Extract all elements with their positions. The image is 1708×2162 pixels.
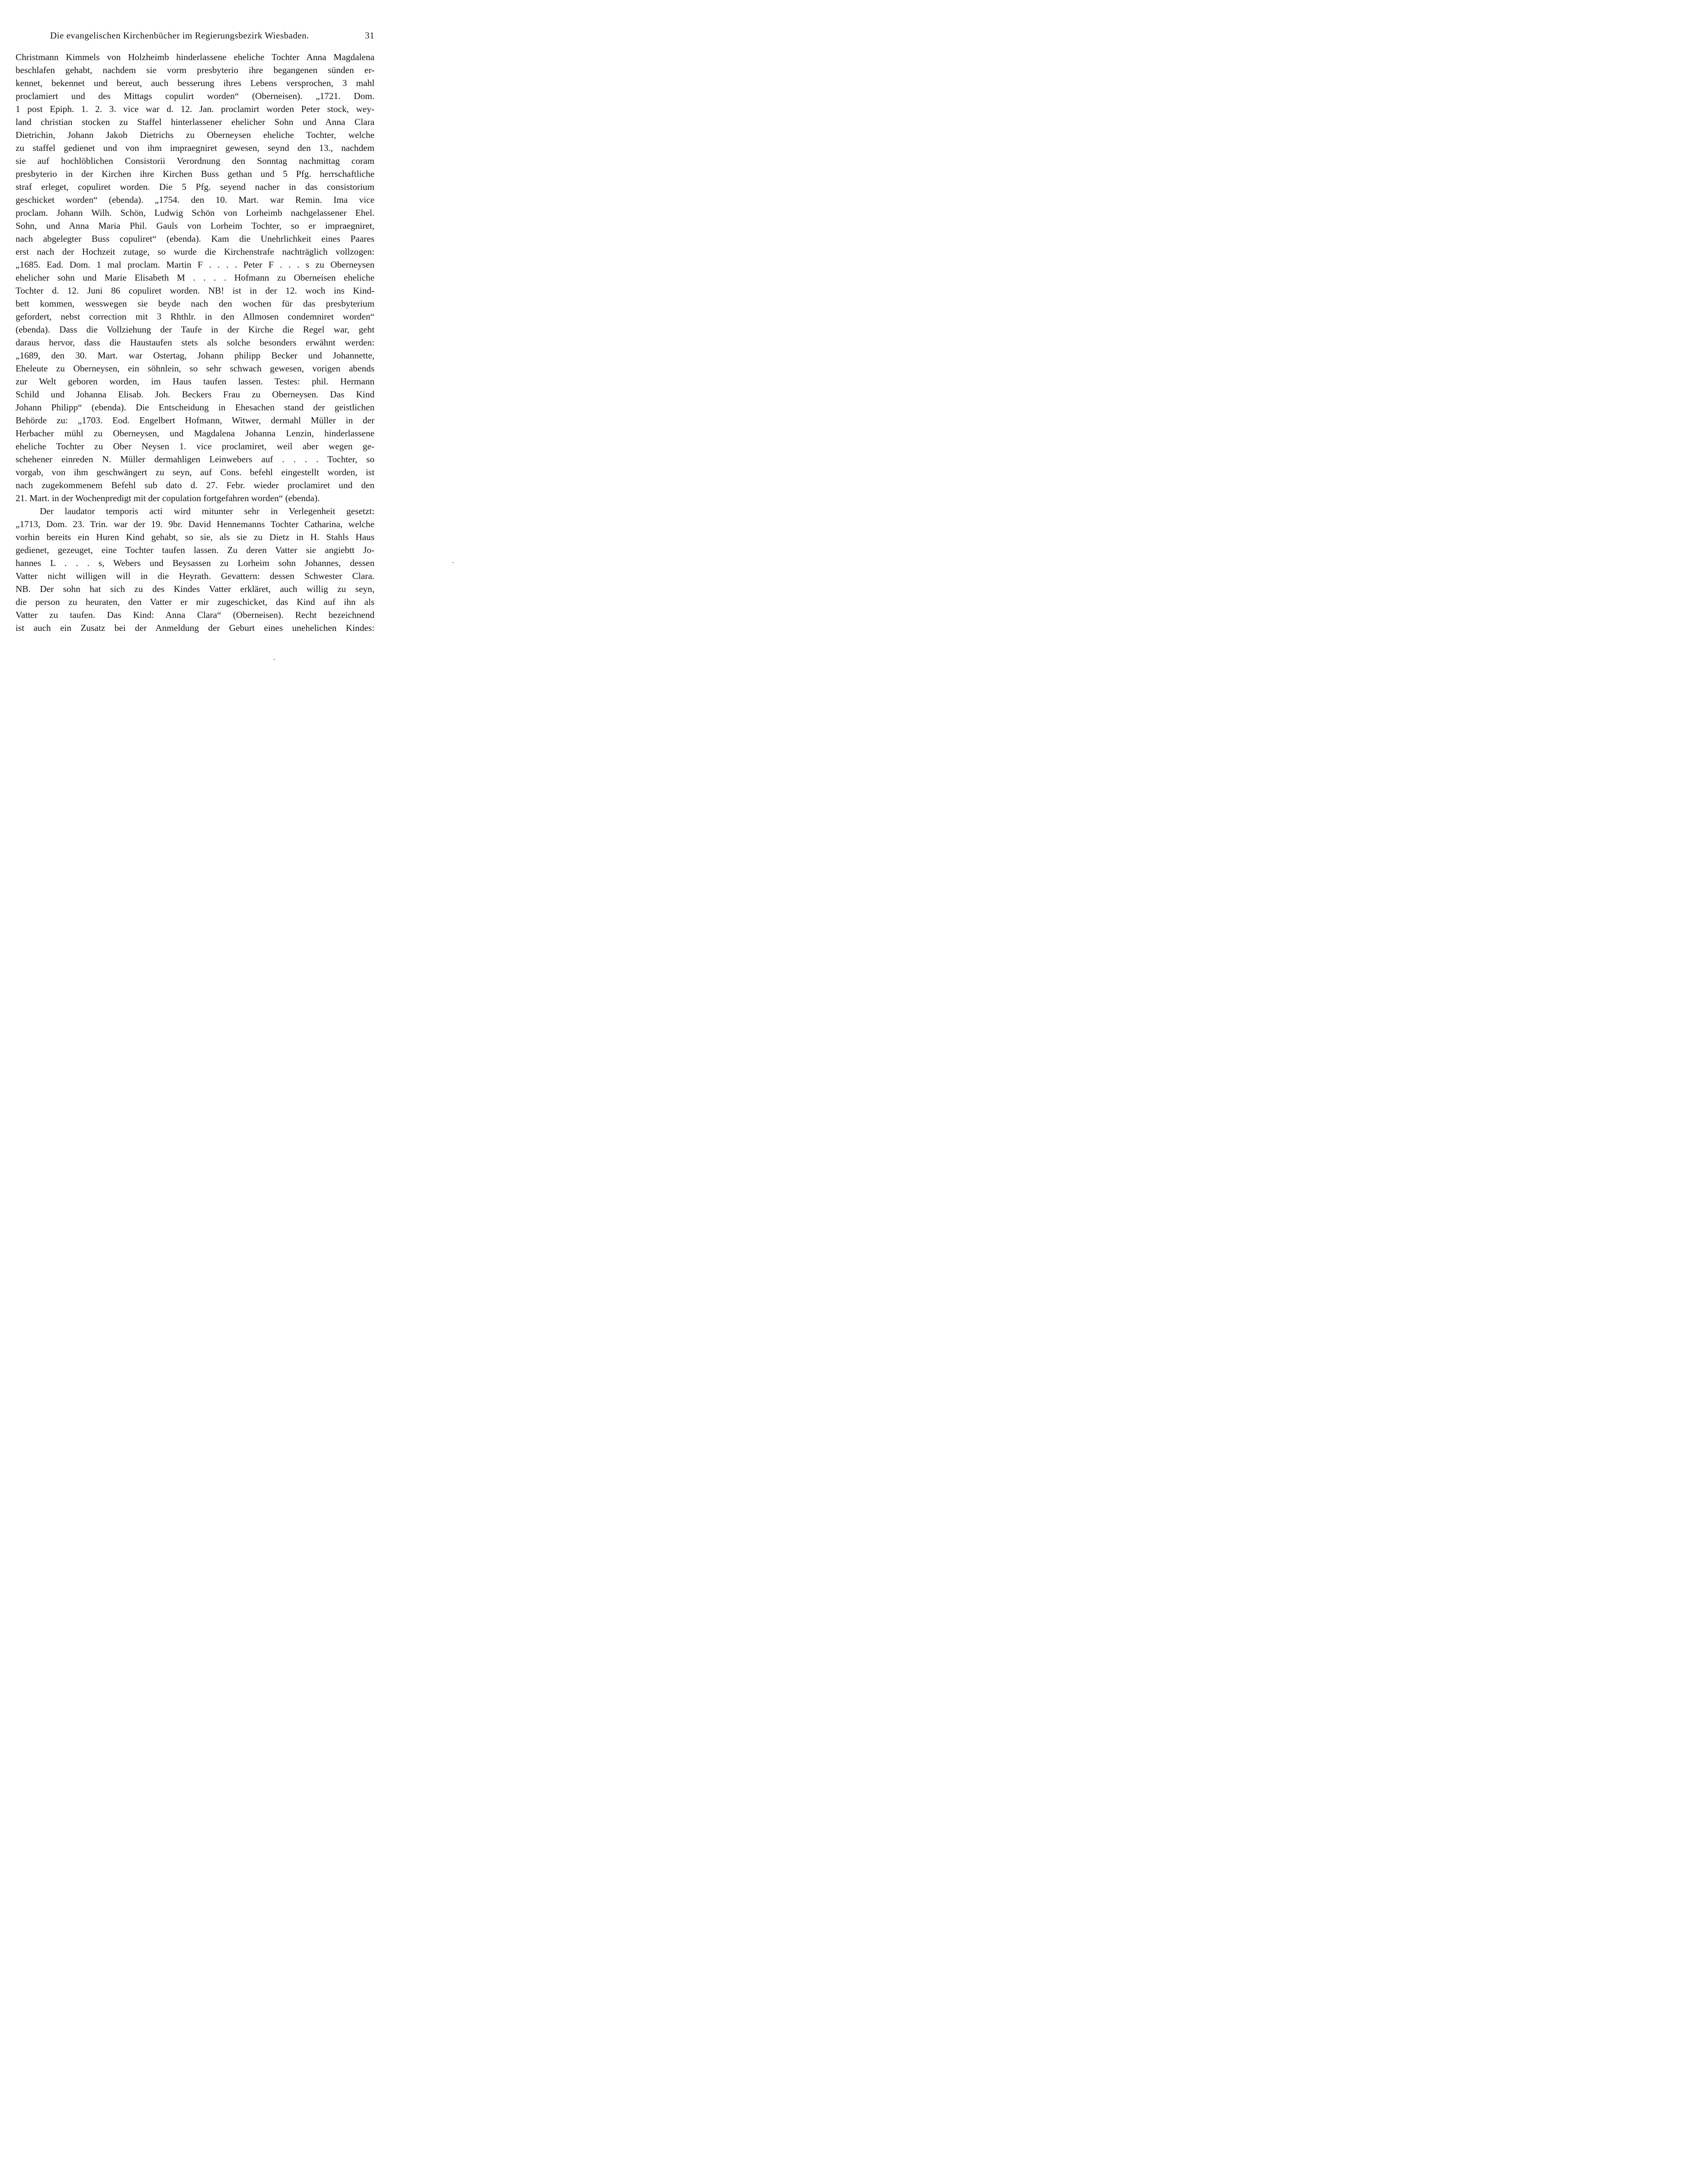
text-line: Herbacher mühl zu Oberneysen, und Magdalena Johanna Lenzin, hinderlassene	[16, 428, 374, 438]
paper-speck	[452, 562, 454, 563]
text-line: land christian stocken zu Staffel hinterlassener ehelicher Sohn und Anna Clara	[16, 117, 374, 127]
text-line: hannes L . . . s, Webers und Beysassen zu Lorheim sohn Johannes, dessen	[16, 558, 374, 568]
text-line: Christmann Kimmels von Holzheimb hinderlassene eheliche Tochter Anna Magdalena	[16, 52, 374, 62]
text-line-paragraph-start: Der laudator temporis acti wird mitunter sehr in Verlegenheit gesetzt:	[40, 506, 374, 516]
page-number: 31	[365, 30, 374, 41]
text-line: „1713, Dom. 23. Trin. war der 19. 9br. David Hennemanns Tochter Catharina, welche	[16, 519, 374, 529]
text-line: Behörde zu: „1703. Eod. Engelbert Hofmann, Witwer, dermahl Müller in der	[16, 415, 374, 425]
text-line: gedienet, gezeuget, eine Tochter taufen lassen. Zu deren Vatter sie angiebtt Jo-	[16, 545, 374, 555]
text-line: vorhin bereits ein Huren Kind gehabt, so sie, als sie zu Dietz in H. Stahls Haus	[16, 532, 374, 542]
text-line: Dietrichin, Johann Jakob Dietrichs zu Oberneysen eheliche Tochter, welche	[16, 130, 374, 140]
text-line: Schild und Johanna Elisab. Joh. Beckers Frau zu Oberneysen. Das Kind	[16, 389, 374, 400]
text-line: Tochter d. 12. Juni 86 copuliret worden. NB! ist in der 12. woch ins Kind-	[16, 285, 374, 296]
text-line: ist auch ein Zusatz bei der Anmeldung der Geburt eines unehelichen Kindes:	[16, 623, 374, 633]
text-line: bett kommen, wesswegen sie beyde nach den wochen für das presbyterium	[16, 298, 374, 309]
text-line: 1 post Epiph. 1. 2. 3. vice war d. 12. Jan. proclamirt worden Peter stock, wey-	[16, 104, 374, 114]
text-line: (ebenda). Dass die Vollziehung der Taufe in der Kirche die Regel war, geht	[16, 324, 374, 335]
body-text	[16, 51, 374, 634]
text-line: nach abgelegter Buss copuliret“ (ebenda). Kam die Unehrlichkeit eines Paares	[16, 233, 374, 244]
text-line: schehener einreden N. Müller dermahligen Leinwebers auf . . . . Tochter, so	[16, 454, 374, 464]
text-line: proclam. Johann Wilh. Schön, Ludwig Schön von Lorheimb nachgelassener Ehel.	[16, 208, 374, 218]
text-line: 21. Mart. in der Wochenpredigt mit der copulation fortgefahren worden“ (ebenda).	[16, 493, 320, 503]
running-title: Die evangelischen Kirchenbücher im Regierungsbezirk Wiesbaden.	[50, 30, 309, 41]
text-line: gefordert, nebst correction mit 3 Rhthlr. in den Allmosen condemniret worden“	[16, 311, 374, 322]
text-line: presbyterio in der Kirchen ihre Kirchen Buss gethan und 5 Pfg. herrschaftliche	[16, 169, 374, 179]
text-line: Eheleute zu Oberneysen, ein söhnlein, so sehr schwach gewesen, vorigen abends	[16, 363, 374, 374]
text-line: erst nach der Hochzeit zutage, so wurde die Kirchenstrafe nachträglich vollzogen:	[16, 246, 374, 257]
text-line: kennet, bekennet und bereut, auch besserung ihres Lebens versprochen, 3 mahl	[16, 78, 374, 88]
text-line: Johann Philipp“ (ebenda). Die Entscheidung in Ehesachen stand der geistlichen	[16, 402, 374, 413]
text-line: zur Welt geboren worden, im Haus taufen lassen. Testes: phil. Hermann	[16, 376, 374, 387]
text-line: Vatter zu taufen. Das Kind: Anna Clara“ (Oberneisen). Recht bezeichnend	[16, 610, 374, 620]
text-line: proclamiert und des Mittags copulirt worden“ (Oberneisen). „1721. Dom.	[16, 91, 374, 101]
text-line: die person zu heuraten, den Vatter er mir zugeschicket, das Kind auf ihn als	[16, 597, 374, 607]
text-line: vorgab, von ihm geschwängert zu seyn, auf Cons. befehl eingestellt worden, ist	[16, 467, 374, 477]
text-line: „1689, den 30. Mart. war Ostertag, Johann philipp Becker und Johannette,	[16, 350, 374, 361]
text-line: Vatter nicht willigen will in die Heyrath. Gevattern: dessen Schwester Clara.	[16, 571, 374, 581]
paper-speck	[274, 659, 275, 660]
text-line: Sohn, und Anna Maria Phil. Gauls von Lorheim Tochter, so er impraegniret,	[16, 221, 374, 231]
text-line: nach zugekommenem Befehl sub dato d. 27. Febr. wieder proclamiret und den	[16, 480, 374, 490]
book-page	[0, 0, 478, 684]
text-line: NB. Der sohn hat sich zu des Kindes Vatter erkläret, auch willig zu seyn,	[16, 584, 374, 594]
running-head	[16, 30, 374, 43]
text-line: straf erleget, copuliret worden. Die 5 Pfg. seyend nacher in das consistorium	[16, 182, 374, 192]
text-line: sie auf hochlöblichen Consistorii Verordnung den Sonntag nachmittag coram	[16, 156, 374, 166]
text-line: „1685. Ead. Dom. 1 mal proclam. Martin F . . . . Peter F . . . s zu Oberneysen	[16, 259, 374, 270]
text-line: daraus hervor, dass die Haustaufen stets als solche besonders erwähnt werden:	[16, 337, 374, 348]
text-line: eheliche Tochter zu Ober Neysen 1. vice proclamiret, weil aber wegen ge-	[16, 441, 374, 451]
text-line: geschicket worden“ (ebenda). „1754. den 10. Mart. war Remin. Ima vice	[16, 195, 374, 205]
text-line: zu staffel gedienet und von ihm impraegniret gewesen, seynd den 13., nachdem	[16, 143, 374, 153]
text-line: ehelicher sohn und Marie Elisabeth M . . . . Hofmann zu Oberneisen eheliche	[16, 272, 374, 283]
text-line: beschlafen gehabt, nachdem sie vorm presbyterio ihre begangenen sünden er-	[16, 65, 374, 75]
